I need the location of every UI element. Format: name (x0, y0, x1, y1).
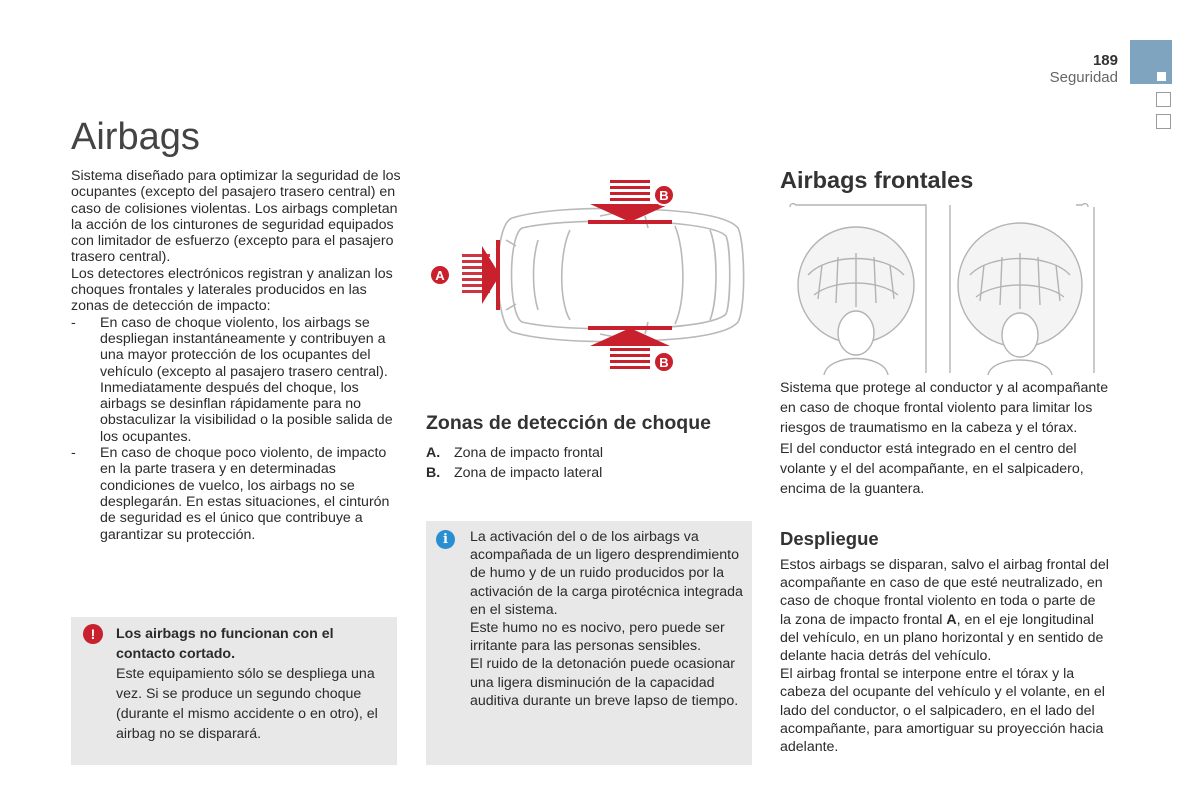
car-impact-diagram (420, 170, 760, 385)
bullet-text: En caso de choque poco violento, de impacto en la parte trasera y en determinadas condiciones de vuelco, los airbags no se desplegarán. En estas situaciones, el cinturón de seguridad es el único que contribuye a garantizar su protección. (100, 445, 390, 543)
zones-list (426, 443, 603, 483)
deployment-text-part: Estos airbags se disparan, salvo el airbag frontal del acompañante en caso de que esté neutralizado, en caso de choque frontal violento en toda o parte de la zona de impacto frontal (780, 557, 1109, 628)
deployment-paragraph (780, 556, 1110, 665)
label-b-bottom-badge (654, 352, 674, 372)
intro-text (71, 168, 401, 543)
deployment-paragraph: El airbag frontal se interpone entre el tórax y la cabeza del ocupante del vehículo y el volante, en el lado del conductor, o el salpicadero, en el lado del acompañante, para amortiguar su proyección hacia adelante. (780, 666, 1105, 756)
list-item (71, 315, 401, 445)
label-b-top: B (659, 188, 669, 203)
bullet-marker: - (71, 445, 76, 462)
frontal-description (780, 378, 1110, 499)
chapter-tab-active (1130, 40, 1172, 84)
list-item (71, 445, 401, 543)
label-a: A (435, 268, 445, 283)
bullet-marker: - (71, 314, 76, 331)
zone-letter: B. (426, 465, 441, 481)
info-icon: i (436, 530, 455, 549)
chapter-tab (1156, 92, 1171, 107)
info-paragraph: Este humo no es nocivo, pero puede ser irritante para las personas sensibles. (470, 620, 725, 655)
page-title: Airbags (71, 116, 200, 158)
zone-letter: A. (426, 445, 441, 461)
deployment-heading: Despliegue (780, 528, 879, 549)
chapter-tab (1156, 114, 1171, 129)
frontal-paragraph: El del conductor está integrado en el centro del volante y el del acompañante, en el salpicadero, encima de la guantera. (780, 440, 1084, 498)
intro-paragraph: Sistema diseñado para optimizar la seguridad de los ocupantes (excepto del pasajero trasero central) en caso de colisiones violentas. Los airbags completan la acción de los cinturones de seguridad equipados con limitador de esfuerzo (excepto para el pasajero trasero central). (71, 168, 401, 266)
label-b-bottom: B (659, 355, 669, 370)
frontal-heading: Airbags frontales (780, 167, 974, 193)
intro-paragraph: Los detectores electrónicos registran y analizan los choques frontales y laterales producidos en las zonas de detección de impacto: (71, 265, 393, 315)
warning-body: Este equipamiento sólo se despliega una vez. Si se produce un segundo choque (durante el mismo accidente o en otro), el airbag no se disparará. (116, 666, 378, 742)
list-item (426, 463, 603, 483)
section-label: Seguridad (1049, 69, 1118, 86)
zone-reference: A (946, 611, 957, 628)
bullet-text: En caso de choque violento, los airbags se despliegan instantáneamente y contribuyen a una mayor protección de los ocupantes del vehículo (excepto al pasajero trasero central). Inmediatamente después del choque, los airbags se desinflan rápidamente para no obstaculizar la visibilidad o la posible salida de los ocupantes. (100, 314, 393, 445)
frontal-paragraph: Sistema que protege al conductor y al acompañante en caso de choque frontal violento para limitar los riesgos de traumatismo en la cabeza y el tórax. (780, 380, 1109, 437)
label-b-top-badge (654, 185, 674, 205)
frontal-airbag-illustration (788, 203, 1100, 375)
info-paragraph: La activación del o de los airbags va acompañada de un ligero desprendimiento de humo y de un ruido producidos por la activación de la carga pirotécnica integrada en el sistema. (470, 529, 743, 618)
zone-text: Zona de impacto frontal (454, 445, 604, 461)
deployment-text (780, 556, 1110, 756)
zone-text: Zona de impacto lateral (454, 465, 603, 481)
deployment-text-part: , en el eje longitudinal del vehículo, en un plano horizontal y en sentido de delante hacia detrás del vehículo. (780, 611, 1104, 665)
warning-heading: Los airbags no funcionan con el contacto cortado. (116, 626, 334, 662)
front-impact-arrow (462, 240, 500, 310)
info-paragraph: El ruido de la detonación puede ocasionar una ligera disminución de la capacidad auditiva durante un breve lapso de tiempo. (470, 656, 739, 709)
zones-heading: Zonas de detección de choque (426, 412, 711, 434)
car-outline (498, 208, 744, 341)
info-text (470, 528, 750, 710)
label-a-badge (430, 265, 450, 285)
driver-airbag (790, 204, 926, 375)
exclamation-icon: ! (83, 624, 103, 644)
page-number: 189 (1092, 52, 1118, 69)
passenger-airbag (950, 204, 1094, 375)
list-item (426, 443, 603, 463)
warning-text (116, 624, 386, 744)
